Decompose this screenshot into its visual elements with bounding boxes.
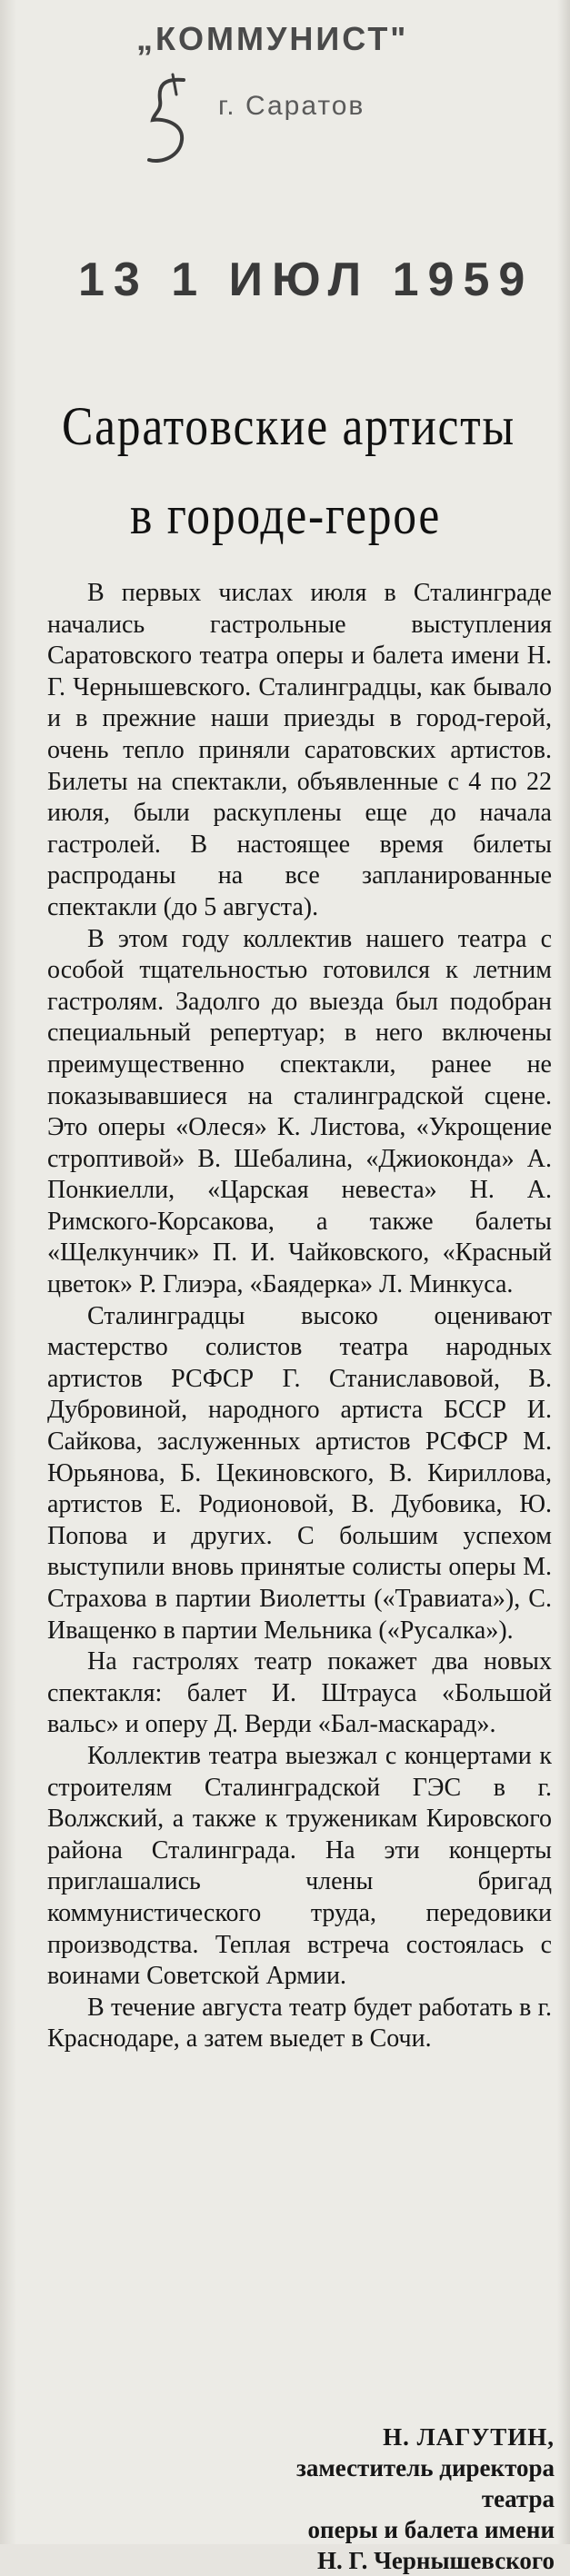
author-signature — [218, 2422, 555, 2576]
paragraph: В этом году коллектив нашего театра с особой тщательностью готовился к летним гастролям. Задолго до выезда был подобран специальный репертуар; в него включены преимущественно спектакли, ранее не показывавшиеся на сталинградской сцене. Это оперы «Олеся» К. Листова, «Укрощение строптивой» В. Шебалина, «Джиоконда» А. Понкиелли, «Царская невеста» Н. А. Римского-Корсакова, а также балеты «Щелкунчик» П. И. Чайковского, «Красный цветок» Р. Глиэра, «Баядерка» Л. Минкуса. — [47, 924, 552, 1299]
stamp-city: г. Саратов — [218, 91, 365, 121]
paragraph: В течение августа театр будет работать в г. Краснодаре, а затем выедет в Сочи. — [47, 1993, 552, 2054]
headline-line-2: в городе-герое — [129, 485, 441, 545]
paragraph: Коллектив театра выезжал с концертами к строителям Сталинградской ГЭС в г. Волжский, а также к труженикам Кировского района Сталинграда. На эти концерты приглашались члены бригад коммунистического труда, передовики производства. Теплая встреча состоялась с воинами Советской Армии. — [47, 1741, 552, 1991]
paragraph: Сталинградцы высоко оценивают мастерство солистов театра народных артистов РСФСР Г. Станиславовой, В. Дубровиной, народного артиста БССР И. Сайкова, заслуженных артистов РСФСР М. Юрьянова, Б. Цекиновского, В. Кириллова, артистов Е. Родионовой, В. Дубовика, Ю. Попова и других. С большим успехом выступили вновь принятые солисты оперы М. Страхова в партии Виолетты («Травиата»), С. Иващенко в партии Мельника («Русалка»). — [47, 1301, 552, 1645]
author-title-line: Н. Г. Чернышевского — [316, 2547, 555, 2574]
author-title-line: заместитель директора театра — [296, 2454, 555, 2512]
headline-line-1: Саратовские артисты — [62, 396, 515, 456]
paragraph: На гастролях театр покажет два новых спектакля: балет И. Штрауса «Большой вальс» и оперу Д. Верди «Бал-маскарад». — [47, 1647, 552, 1739]
author-title-line: оперы и балета имени — [307, 2516, 555, 2543]
handwritten-mark-icon — [136, 73, 200, 173]
article-headline — [62, 382, 515, 560]
paper-edge-right — [557, 0, 570, 2544]
stamp-newspaper-name: „КОММУНИСТ" — [136, 20, 409, 57]
paper-edge-left — [0, 0, 16, 2544]
paragraph: В первых числах июля в Сталинграде начались гастрольные выступления Саратовского театра оперы и балета имени Н. Г. Чернышевского. Сталинградцы, как бывало и в прежние наши приезды в город-герой, очень тепло приняли саратовских артистов. Билеты на спектакли, объявленные с 4 по 22 июля, были раскуплены еще до начала гастролей. В настоящее время билеты распроданы на все запланированные спектакли (до 5 августа). — [47, 579, 552, 921]
author-name: Н. ЛАГУТИН, — [383, 2423, 555, 2451]
article-body — [47, 578, 552, 2055]
stamp-date: 13 1 ИЮЛ 1959 — [78, 254, 535, 306]
